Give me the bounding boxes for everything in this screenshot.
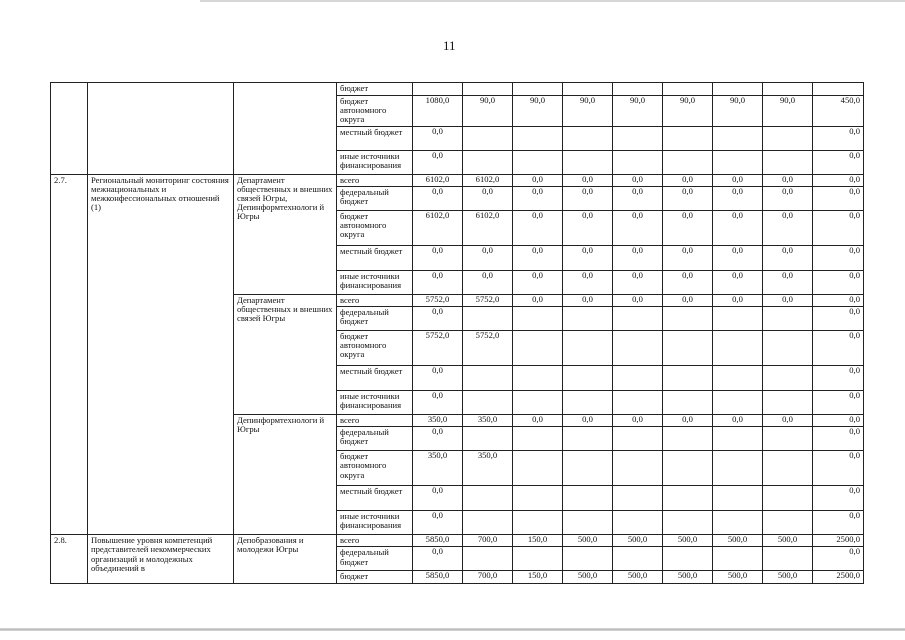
value-cell xyxy=(613,427,663,451)
value-cell xyxy=(613,366,663,391)
funding-source-cell: иные источники финансирования xyxy=(337,511,413,535)
value-cell xyxy=(563,547,613,571)
value-cell: 500,0 xyxy=(613,535,663,547)
value-cell: 1080,0 xyxy=(413,96,463,127)
value-cell xyxy=(713,331,763,366)
funding-source-cell: местный бюджет xyxy=(337,126,413,150)
value-cell: 0,0 xyxy=(813,245,864,270)
value-cell: 0,0 xyxy=(813,174,864,186)
value-cell: 0,0 xyxy=(713,186,763,210)
value-cell xyxy=(613,126,663,150)
value-cell: 0,0 xyxy=(413,150,463,174)
funding-source-cell: всего xyxy=(337,535,413,547)
value-cell: 0,0 xyxy=(513,186,563,210)
value-cell: 0,0 xyxy=(813,511,864,535)
value-cell: 0,0 xyxy=(463,245,513,270)
table-row xyxy=(51,83,864,96)
value-cell xyxy=(763,547,813,571)
value-cell xyxy=(463,427,513,451)
value-cell: 0,0 xyxy=(813,210,864,245)
value-cell: 5850,0 xyxy=(413,535,463,547)
value-cell: 0,0 xyxy=(813,307,864,331)
value-cell xyxy=(713,451,763,486)
value-cell xyxy=(763,331,813,366)
value-cell xyxy=(663,150,713,174)
value-cell: 0,0 xyxy=(513,210,563,245)
value-cell xyxy=(763,486,813,511)
value-cell: 0,0 xyxy=(613,186,663,210)
value-cell: 90,0 xyxy=(463,96,513,127)
funding-source-cell: бюджет автономного округа xyxy=(337,210,413,245)
value-cell: 0,0 xyxy=(813,415,864,427)
value-cell: 90,0 xyxy=(663,96,713,127)
value-cell: 700,0 xyxy=(463,571,513,583)
table-body xyxy=(51,83,864,584)
value-cell xyxy=(513,511,563,535)
value-cell: 500,0 xyxy=(763,535,813,547)
funding-source-cell: местный бюджет xyxy=(337,486,413,511)
executor-cell: Департамент общественных и внешних связей Югры, Депинформтехнологи й Югры xyxy=(234,174,337,294)
funding-source-cell: всего xyxy=(337,415,413,427)
value-cell: 0,0 xyxy=(813,427,864,451)
value-cell xyxy=(713,126,763,150)
value-cell: 2500,0 xyxy=(813,535,864,547)
value-cell: 0,0 xyxy=(763,294,813,306)
value-cell: 0,0 xyxy=(613,245,663,270)
activity-name-cell: Повышение уровня компетенций представителей некоммерческих организаций и молодежных объединений в xyxy=(88,535,234,583)
value-cell xyxy=(563,366,613,391)
value-cell xyxy=(613,486,663,511)
value-cell: 6102,0 xyxy=(413,210,463,245)
activity-name-cell xyxy=(88,83,234,175)
value-cell xyxy=(513,366,563,391)
value-cell: 5752,0 xyxy=(413,294,463,306)
value-cell: 350,0 xyxy=(463,451,513,486)
value-cell xyxy=(613,547,663,571)
executor-cell: Депобразования и молодежи Югры xyxy=(234,535,337,583)
value-cell xyxy=(713,366,763,391)
value-cell: 0,0 xyxy=(563,186,613,210)
value-cell: 0,0 xyxy=(413,245,463,270)
value-cell: 0,0 xyxy=(663,415,713,427)
funding-source-cell: иные источники финансирования xyxy=(337,270,413,294)
value-cell: 0,0 xyxy=(413,427,463,451)
value-cell xyxy=(613,307,663,331)
value-cell xyxy=(513,547,563,571)
value-cell: 0,0 xyxy=(763,245,813,270)
value-cell: 0,0 xyxy=(713,245,763,270)
value-cell xyxy=(463,150,513,174)
value-cell: 0,0 xyxy=(763,186,813,210)
value-cell xyxy=(663,486,713,511)
value-cell: 0,0 xyxy=(763,174,813,186)
value-cell xyxy=(663,427,713,451)
value-cell: 0,0 xyxy=(563,270,613,294)
value-cell: 0,0 xyxy=(613,210,663,245)
value-cell xyxy=(463,547,513,571)
value-cell xyxy=(713,486,763,511)
funding-source-cell: федеральный бюджет xyxy=(337,307,413,331)
value-cell: 350,0 xyxy=(413,451,463,486)
funding-source-cell: бюджет автономного округа xyxy=(337,96,413,127)
value-cell: 0,0 xyxy=(513,270,563,294)
value-cell: 150,0 xyxy=(513,535,563,547)
value-cell: 90,0 xyxy=(713,96,763,127)
value-cell xyxy=(713,150,763,174)
value-cell xyxy=(563,391,613,415)
value-cell xyxy=(763,126,813,150)
value-cell: 0,0 xyxy=(563,174,613,186)
value-cell: 0,0 xyxy=(813,451,864,486)
funding-source-cell: федеральный бюджет xyxy=(337,427,413,451)
value-cell xyxy=(763,366,813,391)
value-cell xyxy=(663,547,713,571)
value-cell xyxy=(463,83,513,96)
funding-source-cell: всего xyxy=(337,174,413,186)
value-cell: 5752,0 xyxy=(463,331,513,366)
value-cell xyxy=(513,427,563,451)
value-cell: 0,0 xyxy=(813,331,864,366)
value-cell xyxy=(513,451,563,486)
row-number-cell: 2.7. xyxy=(51,174,88,535)
activity-name-cell: Региональный мониторинг состояния межнациональных и межконфессиональных отношений (1) xyxy=(88,174,234,535)
value-cell xyxy=(763,307,813,331)
value-cell xyxy=(663,391,713,415)
value-cell xyxy=(763,391,813,415)
value-cell: 0,0 xyxy=(413,391,463,415)
value-cell: 0,0 xyxy=(763,270,813,294)
value-cell: 6102,0 xyxy=(463,210,513,245)
funding-source-cell: иные источники финансирования xyxy=(337,150,413,174)
value-cell: 0,0 xyxy=(563,245,613,270)
value-cell: 500,0 xyxy=(713,535,763,547)
value-cell xyxy=(713,511,763,535)
value-cell xyxy=(463,366,513,391)
value-cell: 0,0 xyxy=(813,150,864,174)
value-cell: 0,0 xyxy=(813,294,864,306)
value-cell xyxy=(763,427,813,451)
value-cell: 0,0 xyxy=(413,307,463,331)
value-cell: 0,0 xyxy=(663,270,713,294)
value-cell: 90,0 xyxy=(513,96,563,127)
value-cell: 0,0 xyxy=(513,294,563,306)
executor-cell xyxy=(234,83,337,175)
value-cell: 0,0 xyxy=(513,174,563,186)
value-cell: 6102,0 xyxy=(463,174,513,186)
value-cell: 500,0 xyxy=(713,571,763,583)
funding-source-cell: иные источники финансирования xyxy=(337,391,413,415)
funding-source-cell: бюджет автономного округа xyxy=(337,451,413,486)
value-cell: 0,0 xyxy=(613,174,663,186)
value-cell xyxy=(463,486,513,511)
value-cell xyxy=(613,511,663,535)
value-cell xyxy=(563,307,613,331)
value-cell: 6102,0 xyxy=(413,174,463,186)
value-cell xyxy=(663,511,713,535)
row-number-cell: 2.8. xyxy=(51,535,88,583)
value-cell: 5752,0 xyxy=(463,294,513,306)
funding-source-cell: бюджет xyxy=(337,571,413,583)
value-cell xyxy=(513,307,563,331)
value-cell: 0,0 xyxy=(563,210,613,245)
value-cell: 500,0 xyxy=(563,535,613,547)
value-cell: 700,0 xyxy=(463,535,513,547)
value-cell: 0,0 xyxy=(413,486,463,511)
value-cell: 0,0 xyxy=(663,245,713,270)
scan-edge-bottom xyxy=(0,628,905,631)
value-cell xyxy=(663,307,713,331)
value-cell: 0,0 xyxy=(613,270,663,294)
value-cell: 0,0 xyxy=(713,415,763,427)
value-cell: 90,0 xyxy=(563,96,613,127)
value-cell xyxy=(763,451,813,486)
page-number: 11 xyxy=(443,38,456,53)
value-cell: 0,0 xyxy=(663,174,713,186)
value-cell: 0,0 xyxy=(813,366,864,391)
funding-source-cell: федеральный бюджет xyxy=(337,547,413,571)
value-cell: 0,0 xyxy=(413,547,463,571)
value-cell xyxy=(463,126,513,150)
value-cell: 0,0 xyxy=(813,270,864,294)
value-cell: 500,0 xyxy=(663,571,713,583)
value-cell: 0,0 xyxy=(613,294,663,306)
value-cell xyxy=(563,150,613,174)
value-cell xyxy=(413,83,463,96)
value-cell xyxy=(613,83,663,96)
value-cell: 500,0 xyxy=(563,571,613,583)
value-cell xyxy=(563,83,613,96)
value-cell xyxy=(663,126,713,150)
value-cell xyxy=(563,427,613,451)
value-cell xyxy=(663,451,713,486)
funding-source-cell: бюджет xyxy=(337,83,413,96)
value-cell xyxy=(463,391,513,415)
value-cell: 0,0 xyxy=(813,126,864,150)
value-cell xyxy=(513,150,563,174)
value-cell xyxy=(713,83,763,96)
value-cell: 90,0 xyxy=(613,96,663,127)
value-cell: 500,0 xyxy=(763,571,813,583)
value-cell: 500,0 xyxy=(663,535,713,547)
value-cell xyxy=(513,486,563,511)
budget-table-frame xyxy=(50,82,863,582)
funding-source-cell: местный бюджет xyxy=(337,245,413,270)
value-cell: 150,0 xyxy=(513,571,563,583)
value-cell: 0,0 xyxy=(613,415,663,427)
value-cell: 90,0 xyxy=(763,96,813,127)
value-cell xyxy=(463,307,513,331)
value-cell: 500,0 xyxy=(613,571,663,583)
value-cell: 0,0 xyxy=(413,366,463,391)
value-cell xyxy=(513,331,563,366)
value-cell xyxy=(763,511,813,535)
funding-source-cell: местный бюджет xyxy=(337,366,413,391)
value-cell: 350,0 xyxy=(413,415,463,427)
value-cell: 0,0 xyxy=(413,126,463,150)
value-cell: 0,0 xyxy=(413,270,463,294)
value-cell: 350,0 xyxy=(463,415,513,427)
value-cell xyxy=(813,83,864,96)
value-cell xyxy=(463,511,513,535)
budget-table xyxy=(50,82,864,584)
value-cell: 0,0 xyxy=(713,174,763,186)
value-cell xyxy=(713,391,763,415)
value-cell: 0,0 xyxy=(713,294,763,306)
value-cell xyxy=(513,391,563,415)
value-cell xyxy=(763,83,813,96)
value-cell: 0,0 xyxy=(563,415,613,427)
value-cell xyxy=(613,150,663,174)
value-cell: 5752,0 xyxy=(413,331,463,366)
value-cell: 0,0 xyxy=(763,210,813,245)
value-cell xyxy=(563,511,613,535)
value-cell xyxy=(613,451,663,486)
value-cell xyxy=(513,83,563,96)
value-cell xyxy=(663,331,713,366)
value-cell: 0,0 xyxy=(563,294,613,306)
funding-source-cell: бюджет автономного округа xyxy=(337,331,413,366)
funding-source-cell: федеральный бюджет xyxy=(337,186,413,210)
value-cell: 0,0 xyxy=(713,210,763,245)
value-cell: 0,0 xyxy=(763,415,813,427)
value-cell xyxy=(613,391,663,415)
value-cell xyxy=(563,126,613,150)
value-cell xyxy=(563,331,613,366)
value-cell xyxy=(663,83,713,96)
executor-cell: Депинформтехнологи й Югры xyxy=(234,415,337,535)
value-cell: 5850,0 xyxy=(413,571,463,583)
value-cell: 0,0 xyxy=(813,486,864,511)
value-cell xyxy=(613,331,663,366)
funding-source-cell: всего xyxy=(337,294,413,306)
value-cell: 2500,0 xyxy=(813,571,864,583)
value-cell: 0,0 xyxy=(513,415,563,427)
value-cell xyxy=(713,427,763,451)
value-cell: 0,0 xyxy=(513,245,563,270)
value-cell xyxy=(713,307,763,331)
value-cell: 0,0 xyxy=(713,270,763,294)
value-cell: 0,0 xyxy=(413,186,463,210)
value-cell: 0,0 xyxy=(813,186,864,210)
value-cell: 0,0 xyxy=(413,511,463,535)
value-cell: 0,0 xyxy=(663,210,713,245)
value-cell xyxy=(513,126,563,150)
value-cell: 0,0 xyxy=(663,294,713,306)
value-cell xyxy=(713,547,763,571)
table-row xyxy=(51,174,864,186)
row-number-cell xyxy=(51,83,88,175)
value-cell: 0,0 xyxy=(663,186,713,210)
value-cell: 450,0 xyxy=(813,96,864,127)
value-cell: 0,0 xyxy=(813,547,864,571)
executor-cell: Департамент общественных и внешних связей Югры xyxy=(234,294,337,414)
value-cell: 0,0 xyxy=(463,186,513,210)
value-cell xyxy=(763,150,813,174)
value-cell xyxy=(563,486,613,511)
value-cell xyxy=(663,366,713,391)
value-cell: 0,0 xyxy=(463,270,513,294)
value-cell xyxy=(563,451,613,486)
value-cell: 0,0 xyxy=(813,391,864,415)
scan-edge-top xyxy=(200,0,905,2)
table-row xyxy=(51,535,864,547)
